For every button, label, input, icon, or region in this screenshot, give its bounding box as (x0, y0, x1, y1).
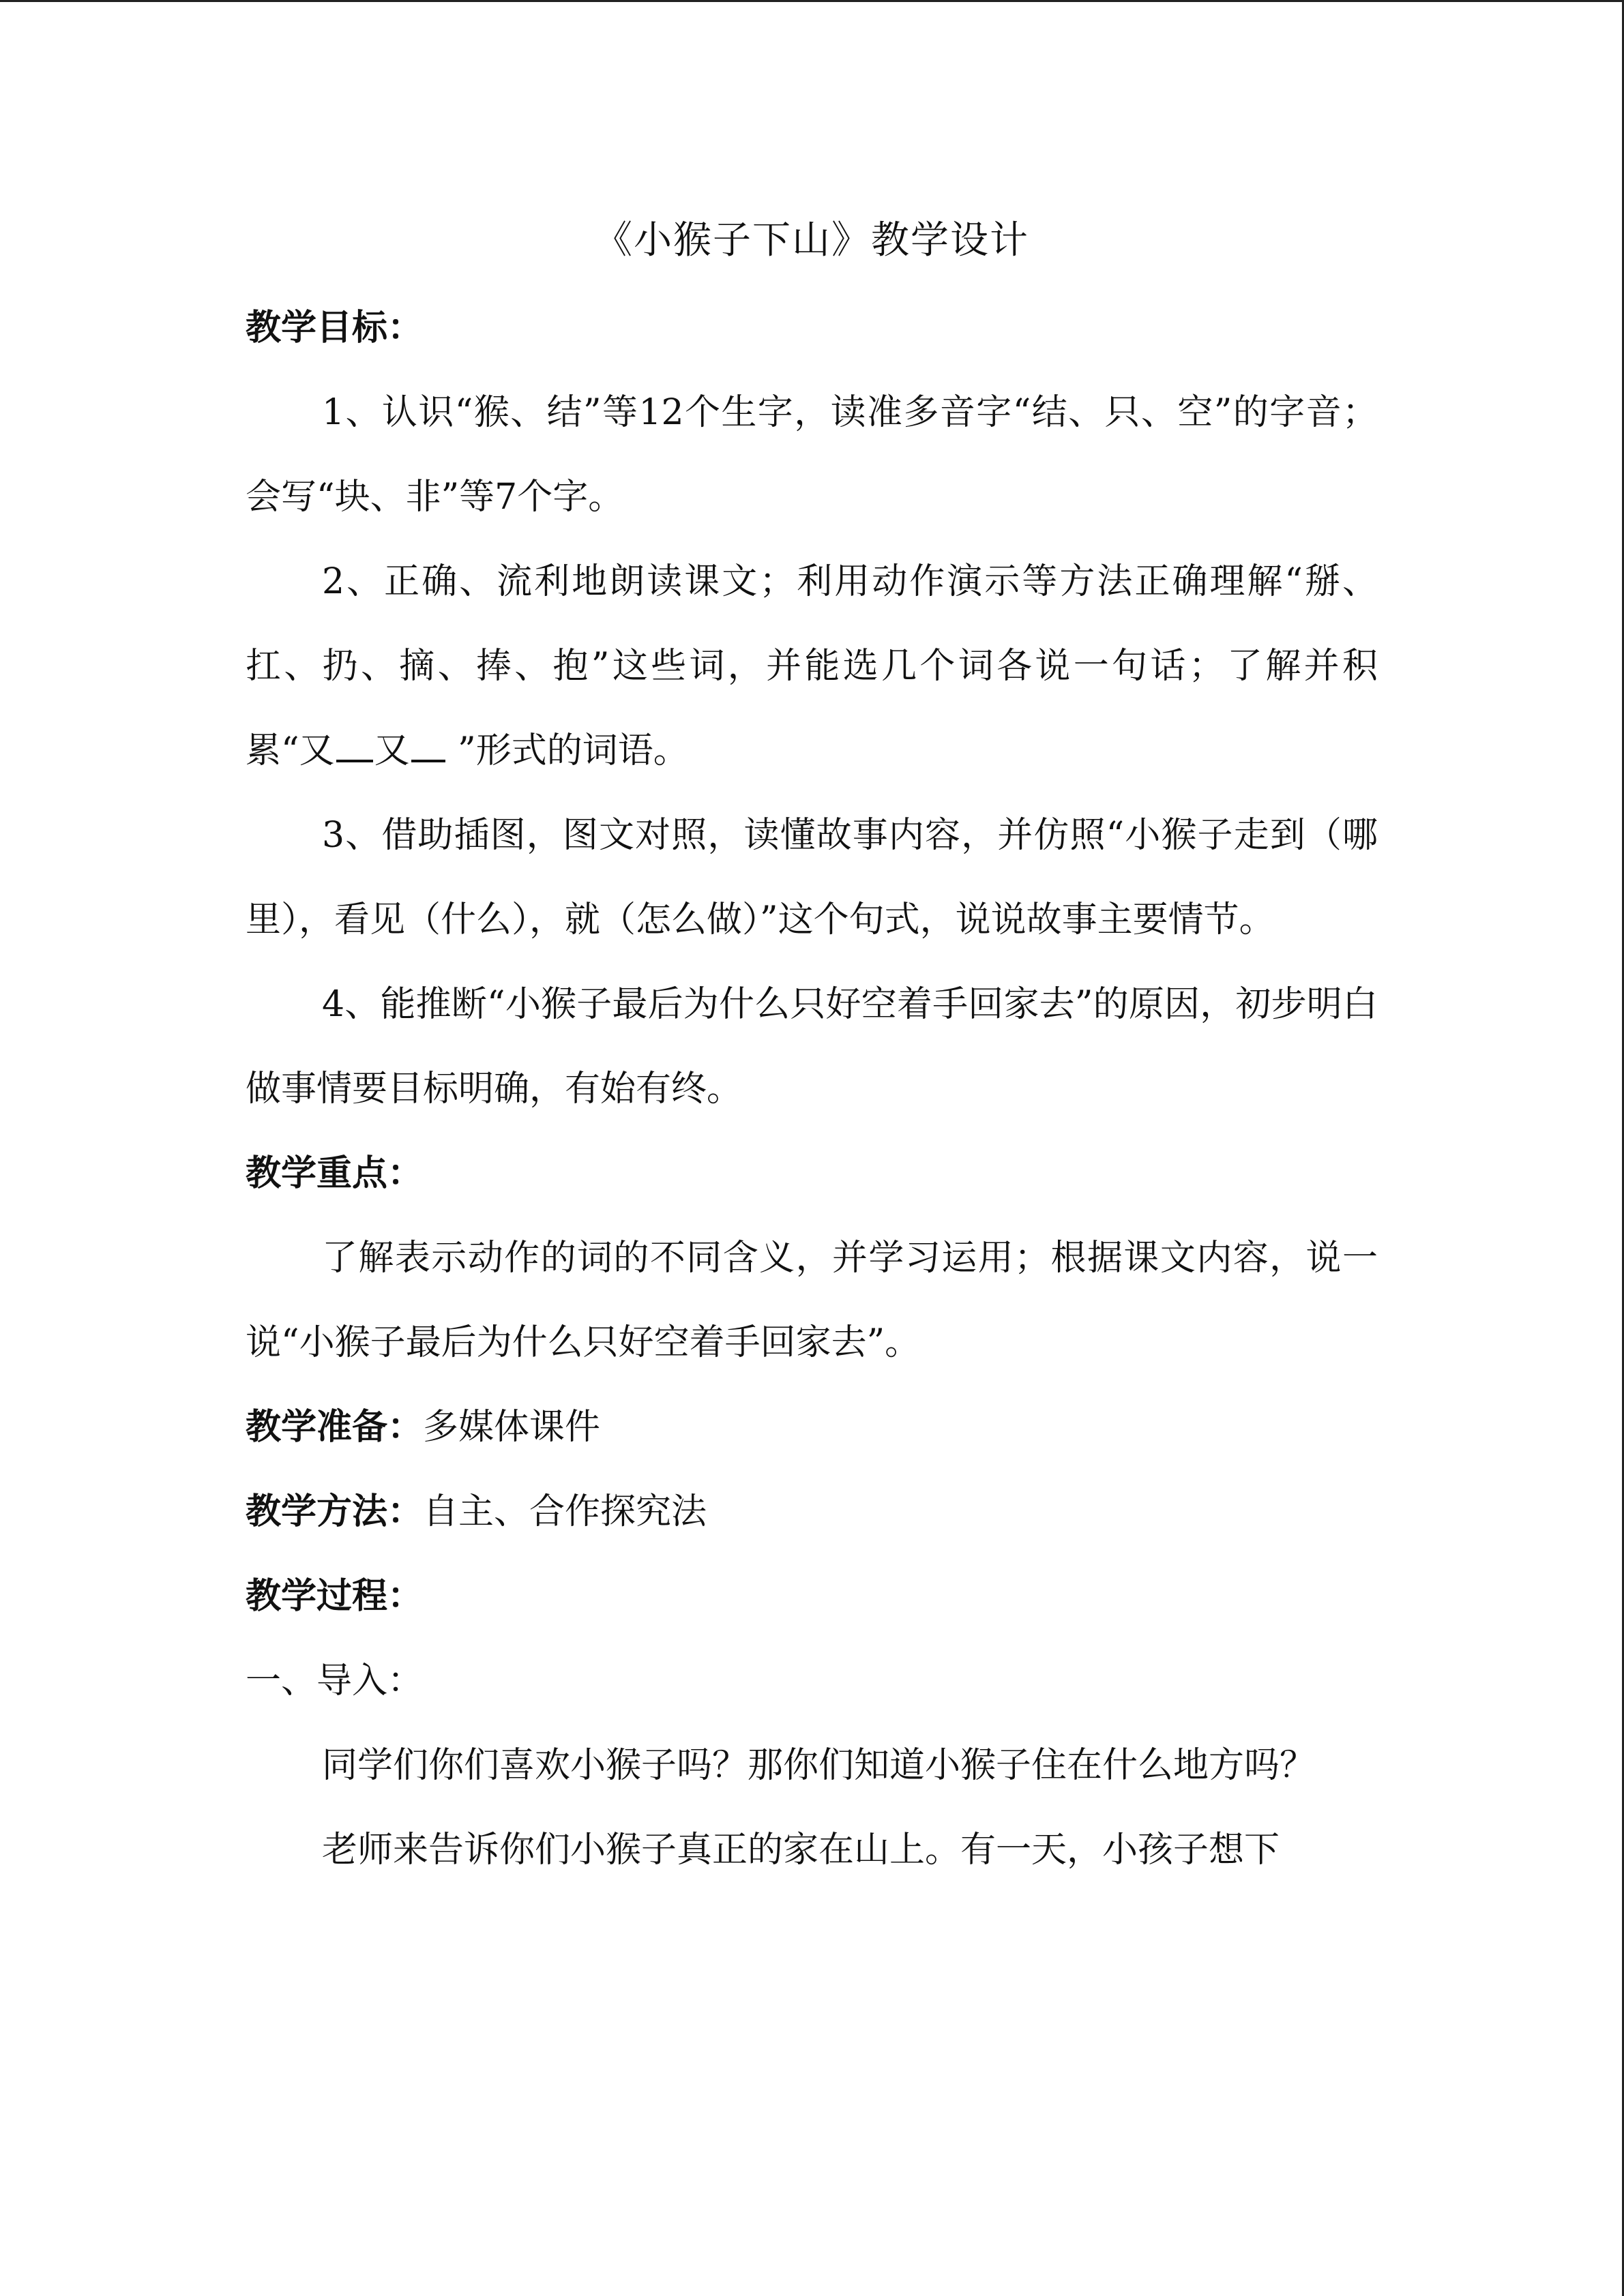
objective-item-2 (246, 539, 1378, 793)
preparation-value: 多媒体课件 (423, 1407, 601, 1448)
objective-item-1: 1、认识“猴、结”等12个生字，读准多音字“结、只、空”的字音；会写“块、非”等7个字。 (246, 392, 1378, 518)
method-label: 教学方法： (246, 1491, 424, 1532)
method-line (246, 1470, 1378, 1554)
method-value: 自主、合作探究法 (423, 1491, 707, 1532)
objective-item-2-text-c: ”形式的词语。 (446, 730, 689, 771)
objective-item-2-text-a: 2、正确、流利地朗读课文；利用动作演示等方法正确理解“掰、扛、扔、摘、捧、抱”这些词，并能选几个词各说一句话；了解并积累“又 (246, 561, 1378, 771)
objectives-heading: 教学目标： (246, 307, 424, 348)
objective-item-3: 3、借助插图，图文对照，读懂故事内容，并仿照“小猴子走到（哪里），看见（什么），就（怎么做）”这个句式，说说故事主要情节。 (246, 815, 1378, 940)
key-points-heading: 教学重点： (246, 1152, 424, 1194)
objective-item-2-text-b: 又 (374, 730, 410, 771)
key-points-text: 了解表示动作的词的不同含义，并学习运用；根据课文内容，说一说“小猴子最后为什么只好空着手回家去”。 (246, 1238, 1378, 1363)
fill-blank-1 (336, 732, 373, 762)
section-1-paragraph-2: 老师来告诉你们小猴子真正的家在山上。有一天，小孩子想下 (322, 1830, 1280, 1870)
preparation-label: 教学准备： (246, 1406, 424, 1448)
document-title: 《小猴子下山》教学设计 (594, 218, 1029, 263)
document-body (246, 200, 1378, 1892)
fill-blank-2 (411, 732, 445, 762)
section-1-paragraph-1: 同学们你们喜欢小猴子吗？那你们知道小猴子住在什么地方吗？ (322, 1745, 1316, 1786)
objective-item-4: 4、能推断“小猴子最后为什么只好空着手回家去”的原因，初步明白做事情要目标明确，有始有终。 (246, 984, 1378, 1109)
section-1-heading: 一、导入： (246, 1660, 424, 1701)
preparation-line (246, 1385, 1378, 1470)
process-heading: 教学过程： (246, 1575, 424, 1617)
